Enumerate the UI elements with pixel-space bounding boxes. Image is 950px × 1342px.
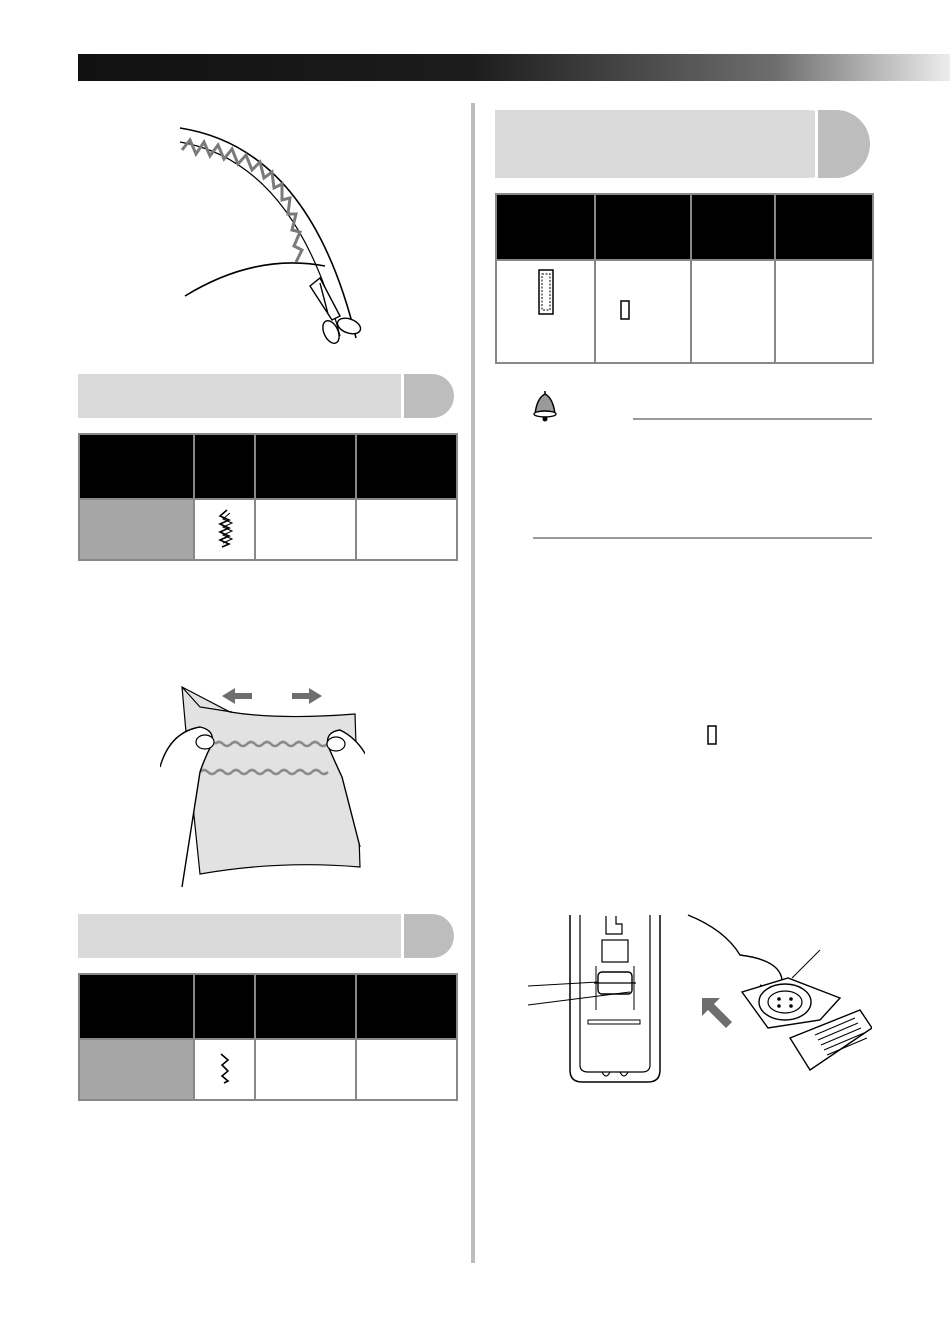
stitch-icon-cell	[194, 1039, 255, 1100]
header-bar	[78, 54, 950, 81]
buttonhole-stitch-table	[495, 193, 874, 364]
bell-icon	[527, 388, 563, 424]
buttonhole-stitch-icon	[538, 269, 554, 315]
section-header-cap	[815, 110, 870, 178]
blind-stitch-icon	[218, 1052, 232, 1084]
note-text	[533, 430, 872, 530]
elastic-stitch-table	[78, 973, 458, 1101]
table-header-cell	[356, 434, 457, 499]
table-header-cell	[79, 974, 194, 1039]
section-header-overcasting	[78, 374, 428, 418]
table-header-cell	[775, 194, 873, 260]
stretch-fabric-illustration	[160, 682, 365, 892]
stitch-width-cell	[255, 1039, 356, 1100]
trimmed-seam-illustration	[160, 118, 370, 353]
overcast-stitch-table	[78, 433, 458, 561]
stitch-width-cell	[691, 260, 775, 363]
stitch-icon-cell	[194, 499, 255, 560]
table-header-cell	[496, 194, 595, 260]
table-header-cell	[79, 434, 194, 499]
section-header-cap	[401, 374, 454, 418]
buttonhole-foot-illustration	[520, 910, 872, 1090]
table-header-cell	[691, 194, 775, 260]
note-bottom-rule	[533, 537, 872, 539]
buttonhole-foot-icon	[620, 300, 630, 320]
section-header-buttonhole	[495, 110, 842, 178]
stitch-width-cell	[255, 499, 356, 560]
table-header-cell	[194, 974, 255, 1039]
section-header-elastic	[78, 914, 428, 958]
stitch-length-cell	[356, 1039, 457, 1100]
presser-foot-cell	[595, 260, 691, 363]
table-header-cell	[194, 434, 255, 499]
table-header-cell	[255, 974, 356, 1039]
section-header-cap	[401, 914, 454, 958]
stitch-length-cell	[356, 499, 457, 560]
table-header-cell	[595, 194, 691, 260]
arrow-right-icon	[292, 688, 322, 704]
stitch-name-cell	[79, 499, 194, 560]
buttonhole-foot-inline-icon	[707, 725, 717, 745]
column-divider	[471, 103, 475, 1263]
stitch-icon-cell	[496, 260, 595, 363]
table-header-cell	[356, 974, 457, 1039]
overcast-zigzag-stitch-icon	[217, 508, 233, 548]
arrow-left-icon	[222, 688, 252, 704]
note-top-rule	[633, 418, 872, 420]
table-header-cell	[255, 434, 356, 499]
arrow-down-right-icon	[702, 998, 732, 1028]
stitch-name-cell	[79, 1039, 194, 1100]
stitch-length-cell	[775, 260, 873, 363]
